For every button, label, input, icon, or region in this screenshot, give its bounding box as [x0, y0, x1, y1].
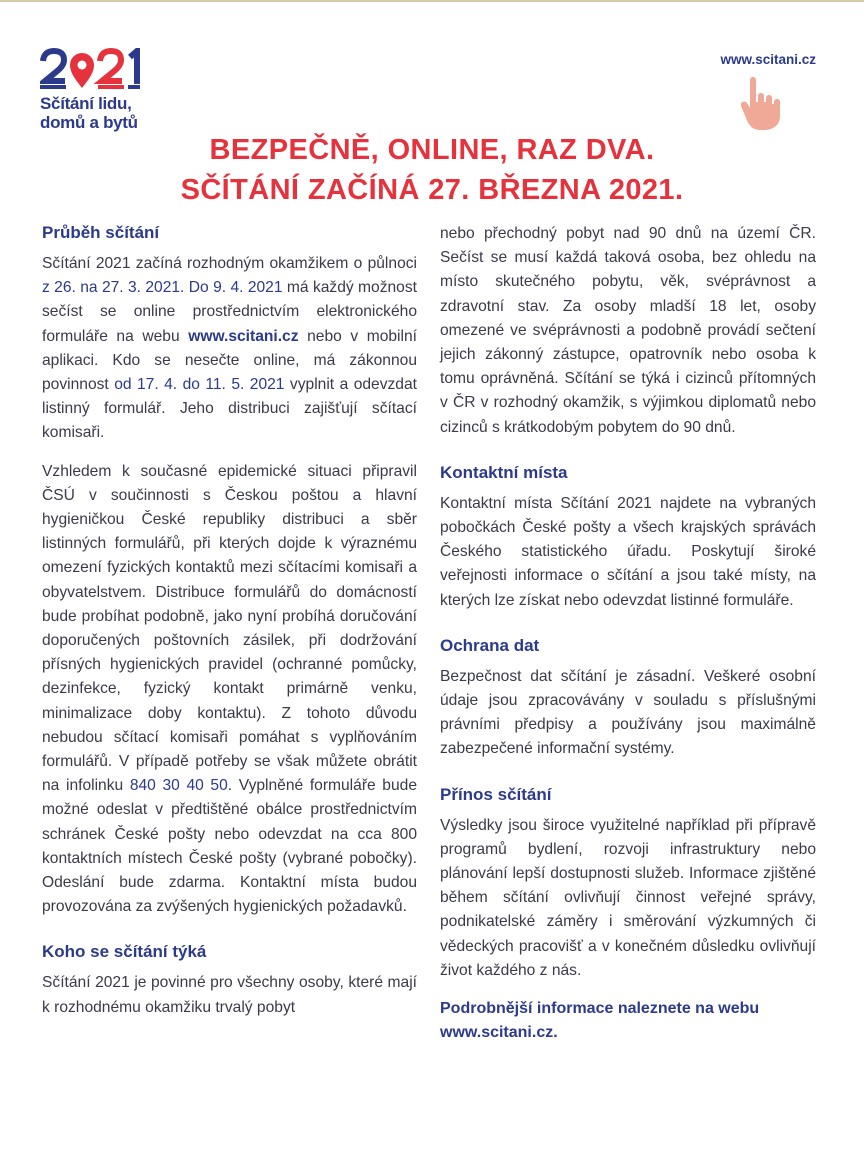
headline-line-1: BEZPEČNĚ, ONLINE, RAZ DVA. — [209, 134, 655, 166]
right-column — [440, 222, 816, 1045]
logo-caption — [40, 94, 180, 132]
census-logo — [40, 48, 180, 140]
logo-year-graphic — [40, 48, 144, 90]
logo-line-1: Sčítání lidu, — [40, 94, 132, 113]
paragraph-koho-1: Sčítání 2021 je povinné pro všechny osoby, které mají k rozhodnému okamžiku trvalý pobyt — [42, 974, 417, 1016]
closing-link[interactable]: www.scitani.cz. — [440, 1024, 558, 1042]
left-column — [42, 222, 417, 1034]
paragraph-koho-2: nebo přechodný pobyt nad 90 dnů na území ČR. Sečíst se musí každá taková osoba, bez ohledu na místo skutečného pobytu, věk, svéprávnost a zdravotní stav. Za osoby mladší 18 let, osoby omezené ve svéprávnosti a podobně provádí sečtení jejich zákonný zástupce, opatrovník nebo osoba k tomu oprávněná. Sčítání se týká i cizinců přítomných v ČR v rozhodný okamžik, s výjimkou diplomatů nebo cizinců s krátkodobým pobytem do 90 dnů. — [440, 225, 816, 436]
headline-line-2: SČÍTÁNÍ ZAČÍNÁ 27. BŘEZNA 2021. — [180, 174, 684, 206]
top-border — [0, 0, 864, 2]
paragraph-prubeh-2: Vzhledem k současné epidemické situaci připravil ČSÚ v součinnosti s Českou poštou a hlavní hygieničkou České republiky distribuci a sběr listinných formulářů, při kterých dojde k výraznému omezení fyzických kontaktů mezi sčítacími komisaři a obyvatelstvem. Distribuce formulářů do domácností bude probíhat podobně, jako nyní probíhá doručování doporučených poštovních zásilek, při dodržování přísných hygienických pravidel (ochranné pomůcky, dezinfekce, fyzický kontakt primárně venku, minimalizace doby kontaktu). Z tohoto důvodu nebudou sčítací komisaři pomáhat s vyplňováním formulářů. V případě potřeby se však můžete obrátit na infolinku 840 30 40 50. Vyplněné formuláře bude možné odeslat v předtištěné obálce prostřednictvím schránek České pošty nebo odevzdat na cca 800 kontaktních místech České pošty (vybrané pobočky). Odeslání bude zdarma. Kontaktní místa budou provozována za zvýšených hygienických požadavků. — [42, 462, 417, 916]
closing-line-1: Podrobnější informace naleznete na webu — [440, 1000, 760, 1018]
section-title-kontakt: Kontaktní místa — [440, 462, 568, 482]
section-title-prinos: Přínos sčítání — [440, 784, 552, 804]
section-title-ochrana: Ochrana dat — [440, 635, 540, 655]
closing-note — [440, 997, 816, 1045]
pointing-hand-icon — [736, 72, 796, 132]
website-link[interactable]: www.scitani.cz — [720, 52, 816, 67]
paragraph-ochrana: Bezpečnost dat sčítání je zásadní. Veškeré osobní údaje jsou zpracovávány v souladu s příslušnými právními předpisy a používány jsou maximálně zabezpečené informační systémy. — [440, 667, 816, 758]
paragraph-prubeh-1: Sčítání 2021 začíná rozhodným okamžikem o půlnoci z 26. na 27. 3. 2021. Do 9. 4. 2021 má každý možnost sečíst se online prostřednictvím elektronického formuláře na webu www.scitani.cz nebo v mobilní aplikaci. Kdo se nesečte online, má zákonnou povinnost od 17. 4. do 11. 5. 2021 vyplnit a odevzdat listinný formulář. Jeho distribuci zajišťují sčítací komisaři. — [42, 255, 417, 442]
section-title-prubeh: Průběh sčítání — [42, 223, 160, 242]
web-link[interactable]: www.scitani.cz — [188, 327, 299, 345]
section-title-koho: Koho se sčítání týká — [42, 942, 207, 962]
logo-line-2: domů a bytů — [40, 113, 138, 132]
infoline-number[interactable]: 840 30 40 50 — [129, 777, 228, 795]
paragraph-kontakt: Kontaktní místa Sčítání 2021 najdete na vybraných pobočkách České pošty a všech krajských správách Českého statistického úřadu. Poskytují široké veřejnosti informace o sčítání a jsou také místy, na kterých lze získat nebo odevzdat listinné formuláře. — [440, 494, 816, 609]
paragraph-prinos: Výsledky jsou široce využitelné například při přípravě programů bydlení, rozvoji infrastruktury nebo plánování lepší dostupnosti služeb. Informace zjištěné během sčítání ovlivňují činnost veřejné správy, podnikatelské záměry i směrování výzkumných či vědeckých pracovišť a v konečném důsledku ovlivňují život každého z nás. — [440, 816, 816, 979]
